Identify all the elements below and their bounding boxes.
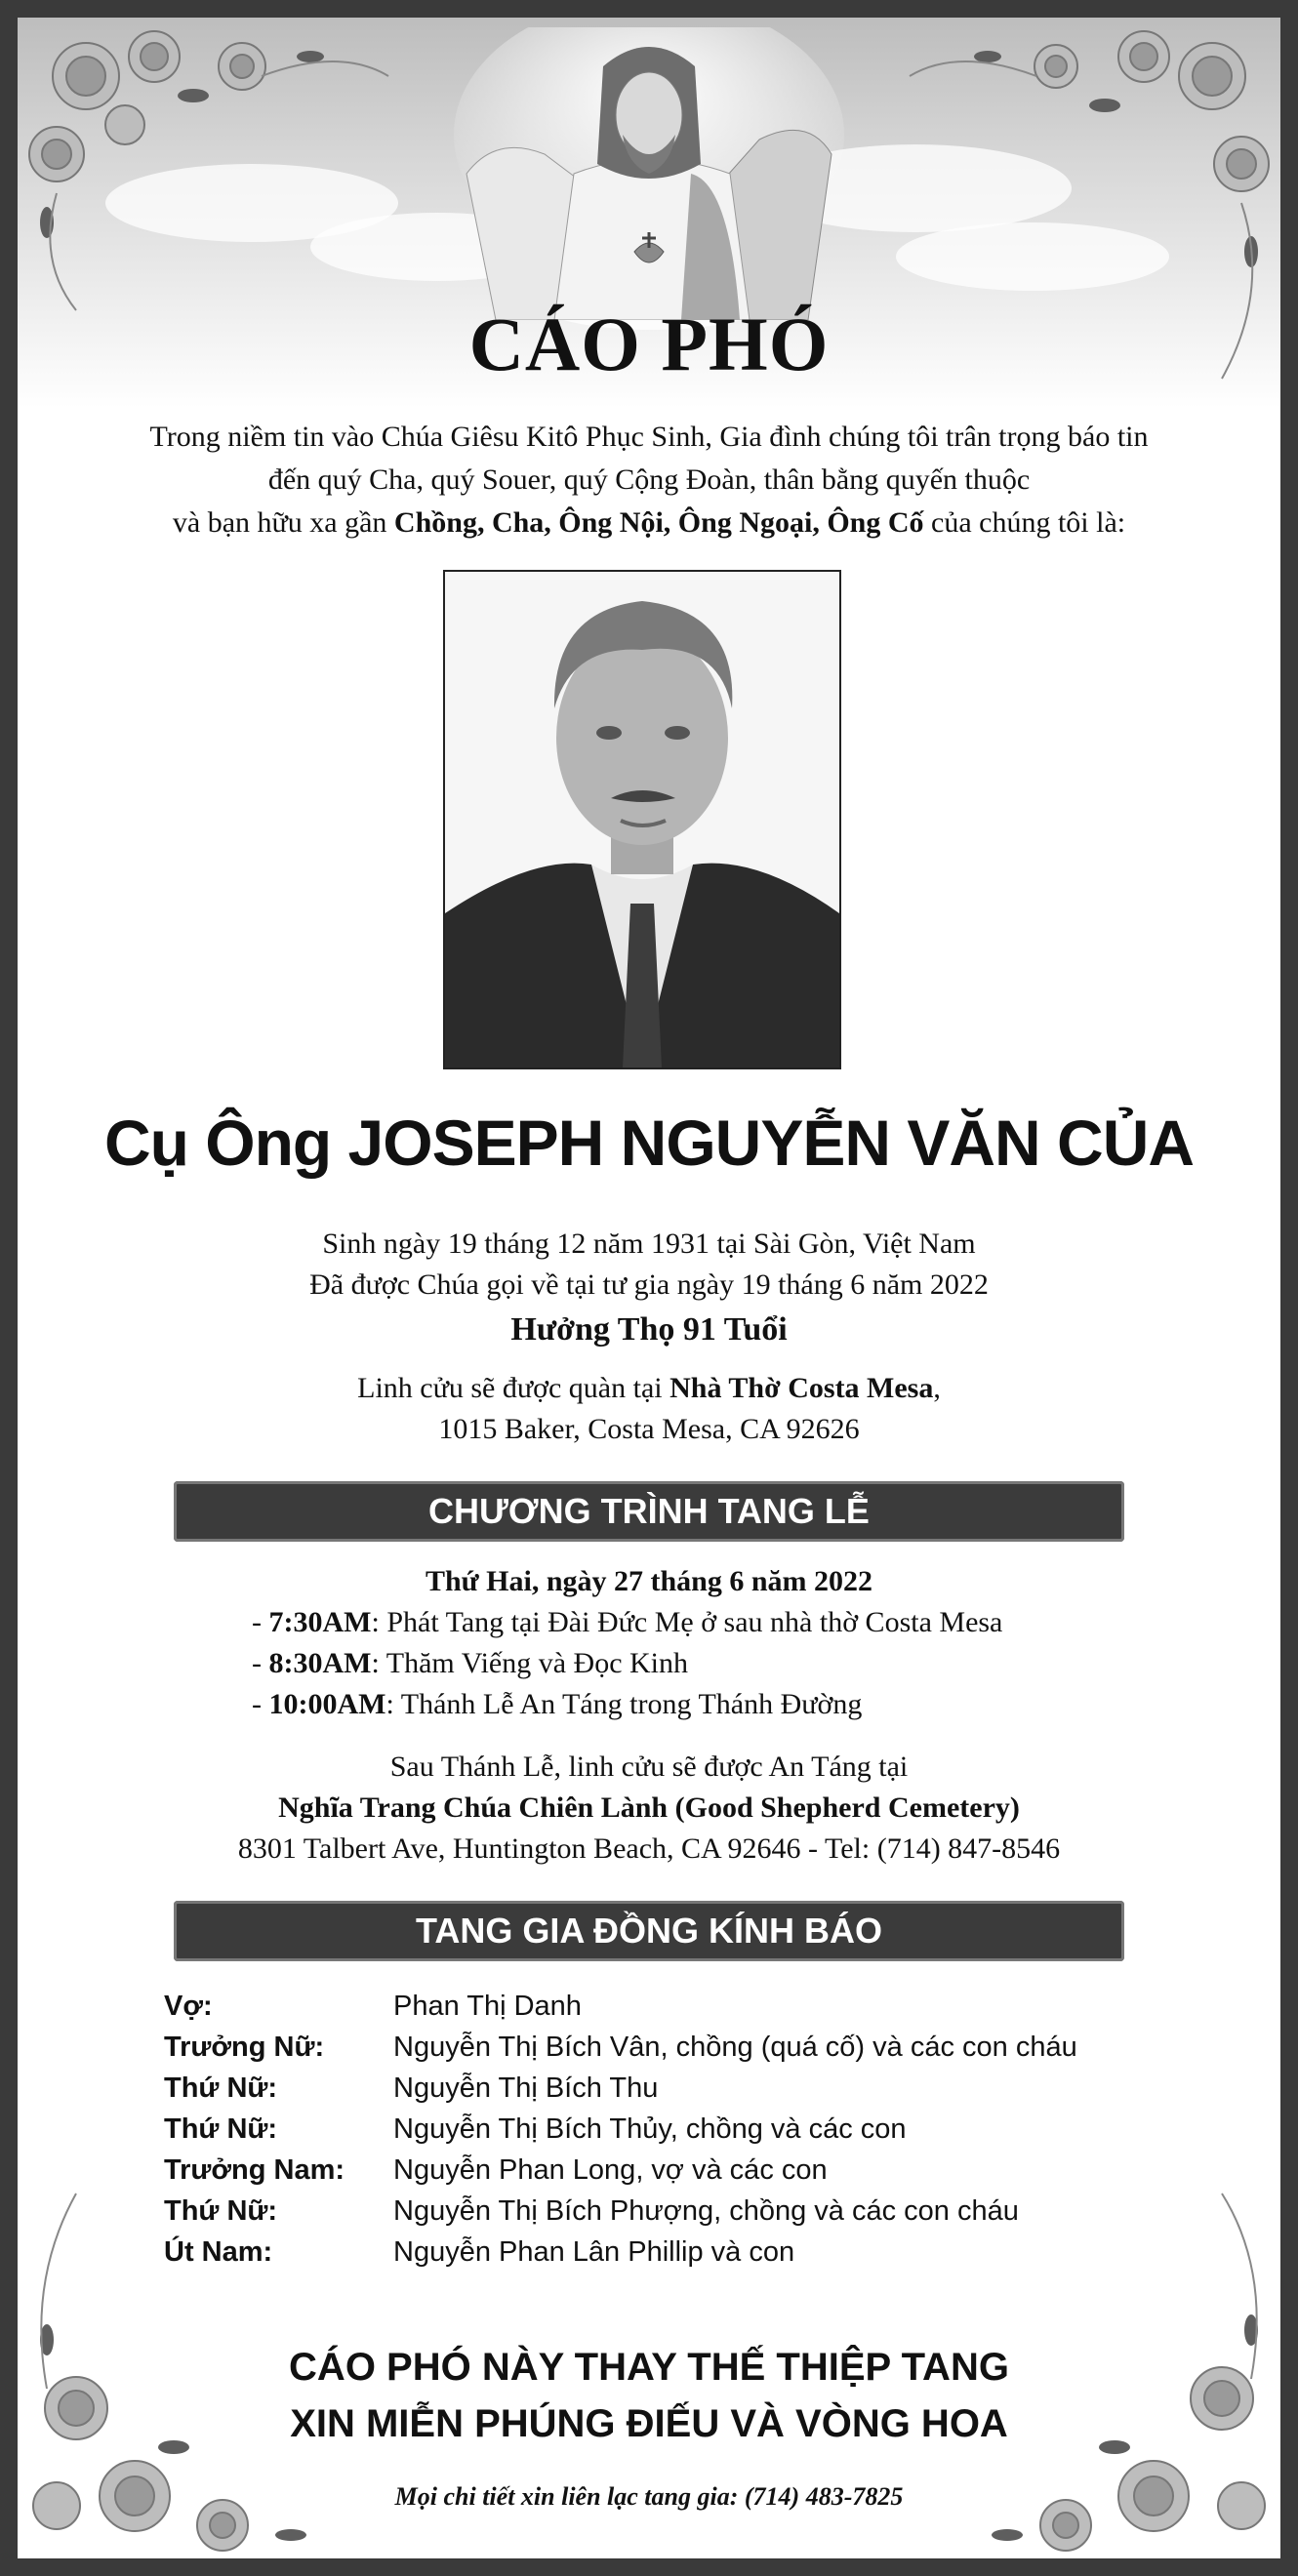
cemetery-address: 8301 Talbert Ave, Huntington Beach, CA 92646 - Tel: (714) 847-8546 <box>237 1832 1061 1865</box>
schedule-item: - 8:30AM: Thăm Viếng và Đọc Kinh <box>252 1647 689 1679</box>
family-row: Thứ Nữ: Nguyễn Thị Bích Thủy, chồng và các con <box>164 2113 907 2145</box>
page-title: CÁO PHÓ <box>468 302 830 386</box>
death-info: Đã được Chúa gọi về tại tư gia ngày 19 tháng 6 năm 2022 <box>309 1268 989 1301</box>
program-schedule <box>18 1561 1280 1725</box>
intro-line: và bạn hữu xa gần Chồng, Cha, Ông Nội, Ông Ngoại, Ông Cố của chúng tôi là: <box>172 506 1126 539</box>
family-row: Út Nam: Nguyễn Phan Lân Phillip và con <box>164 2236 795 2268</box>
program-heading: CHƯƠNG TRÌNH TANG LỄ <box>174 1481 1124 1542</box>
deceased-name: Cụ Ông JOSEPH NGUYỄN VĂN CỦA <box>103 1107 1195 1179</box>
portrait-image <box>445 572 839 1067</box>
burial-intro: Sau Thánh Lễ, linh cửu sẽ được An Táng tại <box>389 1751 909 1783</box>
family-heading: TANG GIA ĐỒNG KÍNH BÁO <box>174 1901 1124 1961</box>
contact-info: Mọi chi tiết xin liên lạc tang gia: (714) 483-7825 <box>394 2482 904 2511</box>
viewing-location: Linh cửu sẽ được quàn tại Nhà Thờ Costa Mesa, <box>357 1372 941 1404</box>
schedule-item: - 10:00AM: Thánh Lễ An Táng trong Thánh Đường <box>252 1688 863 1720</box>
age-info: Hưởng Thọ 91 Tuổi <box>510 1311 788 1348</box>
intro-text <box>57 416 1241 544</box>
cemetery-name: Nghĩa Trang Chúa Chiên Lành (Good Shepherd Cemetery) <box>278 1791 1020 1824</box>
portrait-photo <box>443 570 841 1069</box>
viewing-address: 1015 Baker, Costa Mesa, CA 92626 <box>438 1413 860 1445</box>
family-row: Trưởng Nữ: Nguyễn Thị Bích Vân, chồng (quá cố) và các con cháu <box>164 2032 1077 2063</box>
family-row: Thứ Nữ: Nguyễn Thị Bích Thu <box>164 2073 659 2104</box>
closing-line: XIN MIỄN PHÚNG ĐIẾU VÀ VÒNG HOA <box>290 2402 1008 2445</box>
intro-line: đến quý Cha, quý Souer, quý Cộng Đoàn, thân bằng quyến thuộc <box>267 463 1031 496</box>
program-day: Thứ Hai, ngày 27 tháng 6 năm 2022 <box>425 1565 873 1597</box>
closing-line: CÁO PHÓ NÀY THAY THẾ THIỆP TANG <box>289 2346 1009 2389</box>
birth-info: Sinh ngày 19 tháng 12 năm 1931 tại Sài Gòn, Việt Nam <box>322 1228 976 1260</box>
flower-decoration-icon <box>18 18 408 340</box>
jesus-figure-image <box>437 27 861 320</box>
schedule-item: - 7:30AM: Phát Tang tại Đài Đức Mẹ ở sau nhà thờ Costa Mesa <box>252 1606 1003 1638</box>
family-list <box>164 1986 1189 2273</box>
intro-line: Trong niềm tin vào Chúa Giêsu Kitô Phục Sinh, Gia đình chúng tôi trân trọng báo tin <box>149 421 1149 453</box>
family-row: Thứ Nữ: Nguyễn Thị Bích Phượng, chồng và các con cháu <box>164 2195 1019 2227</box>
family-row: Vợ: Phan Thị Danh <box>164 1991 582 2022</box>
family-row: Trưởng Nam: Nguyễn Phan Long, vợ và các con <box>164 2154 828 2186</box>
obituary-page <box>18 18 1280 2558</box>
